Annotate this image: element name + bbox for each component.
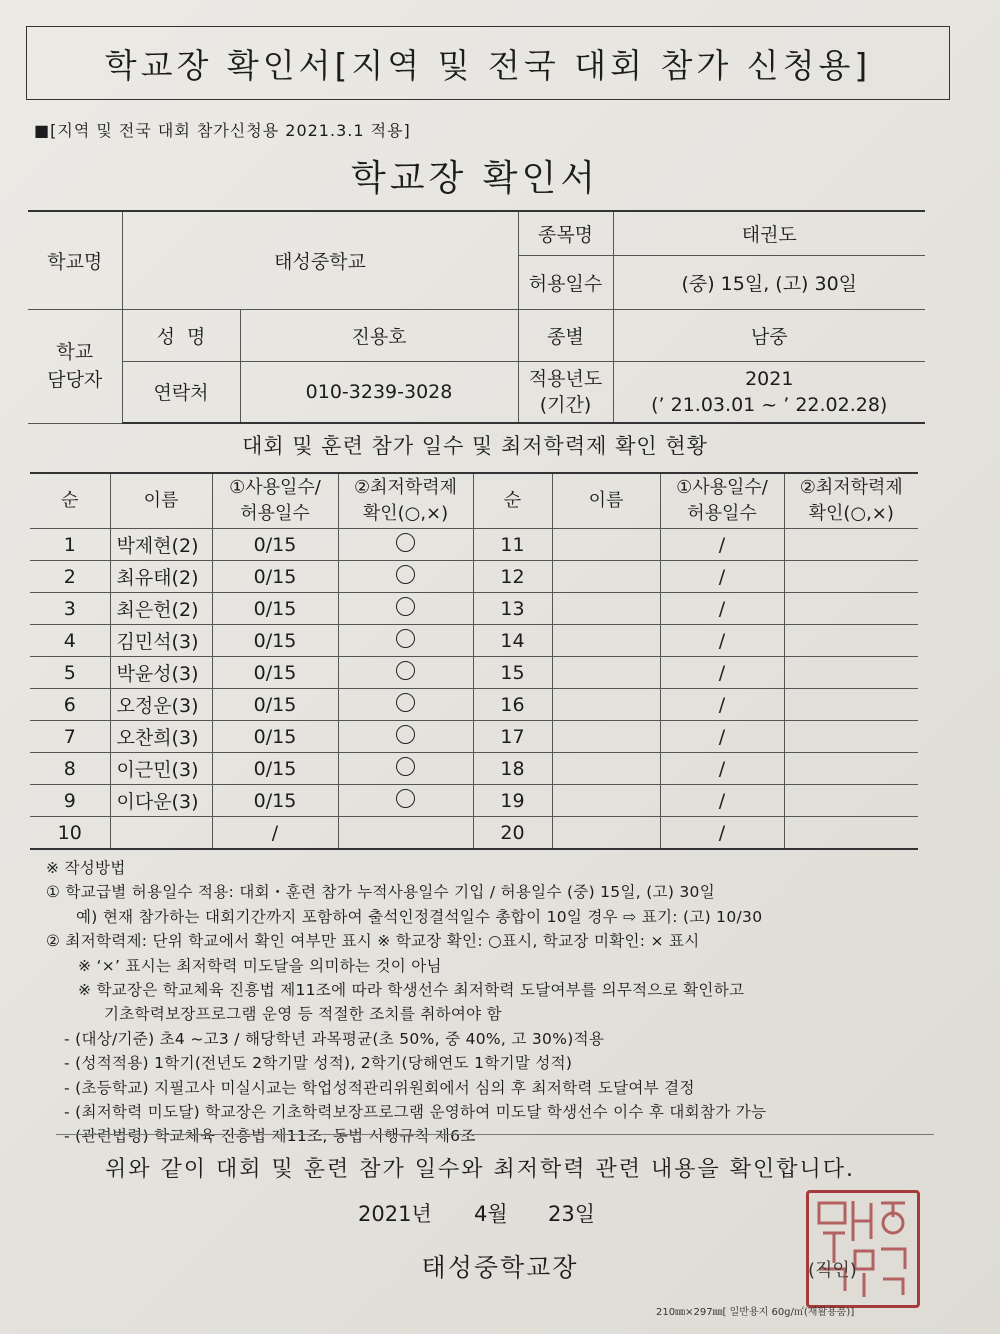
roster-check-cell	[784, 657, 918, 689]
detail-2: - (성적적용) 1학기(전년도 2학기말 성적), 2학기(당해연도 1학기말 성적)	[64, 1054, 573, 1073]
check-circle-icon	[396, 661, 415, 680]
roster-table	[30, 472, 918, 850]
check-circle-icon	[396, 725, 415, 744]
roster-days-cell: 0/15	[212, 561, 338, 593]
roster-no-cell: 4	[30, 625, 110, 657]
header-used-days-2: 허용일수	[687, 503, 757, 524]
roster-check-cell	[784, 689, 918, 721]
roster-name-cell	[552, 657, 660, 689]
header-check-1: ②최저학력제	[799, 477, 903, 498]
roster-no-cell: 19	[473, 785, 552, 817]
table-row	[30, 689, 918, 721]
roster-days-cell: 0/15	[212, 625, 338, 657]
official-seal-icon	[806, 1190, 920, 1308]
roster-no-cell: 1	[30, 529, 110, 561]
note-1-example: 예) 현재 참가하는 대회기간까지 포함하여 출석인정결석일수 총합이 10일 경우 ⇨ 표기: (고) 10/30	[76, 907, 763, 926]
table-row	[30, 593, 918, 625]
header-name: 이름	[552, 473, 660, 529]
roster-check-cell	[784, 593, 918, 625]
roster-days-cell: /	[660, 593, 784, 625]
form-subnote: ■[지역 및 전국 대회 참가신청용 2021.3.1 적용]	[34, 121, 411, 140]
roster-days-cell: /	[212, 817, 338, 850]
roster-no-cell: 13	[473, 593, 552, 625]
note-2-b-cont: 기초학력보장프로그램 운영 등 적절한 조치를 취하여야 함	[104, 1005, 502, 1024]
roster-days-cell: /	[660, 721, 784, 753]
manager-label: 학교 담당자	[28, 309, 122, 423]
school-info-table	[28, 210, 925, 424]
roster-days-cell: /	[660, 753, 784, 785]
detail-1: - (대상/기준) 초4 ~고3 / 해당학년 과목평균(초 50%, 중 40%, 고 30%)적용	[64, 1029, 605, 1048]
paper-spec: 210㎜×297㎜[ 일반용지 60g/㎡(재활용품)]	[656, 1307, 855, 1318]
table-row	[30, 721, 918, 753]
header-check-2: 확인(○,×)	[808, 503, 894, 524]
roster-body	[30, 529, 918, 850]
roster-name-cell	[110, 817, 212, 850]
header-check	[338, 473, 473, 529]
roster-name-cell: 이다운(3)	[110, 785, 212, 817]
header-used-days-1: ①사용일수/	[229, 477, 321, 498]
check-circle-icon	[396, 789, 415, 808]
table-row	[30, 529, 918, 561]
roster-no-cell: 14	[473, 625, 552, 657]
seal-label: (직인)	[808, 1260, 857, 1281]
name-value: 진용호	[240, 309, 518, 361]
roster-days-cell: 0/15	[212, 529, 338, 561]
header-no: 순	[30, 473, 110, 529]
roster-name-cell: 박윤성(3)	[110, 657, 212, 689]
table-row	[30, 817, 918, 850]
header-name: 이름	[110, 473, 212, 529]
check-circle-icon	[396, 597, 415, 616]
roster-check-cell	[338, 753, 473, 785]
name-label: 성 명	[122, 309, 240, 361]
roster-name-cell: 김민석(3)	[110, 625, 212, 657]
year-value-cell	[613, 361, 925, 423]
category-value: 남중	[613, 309, 925, 361]
roster-days-cell: 0/15	[212, 721, 338, 753]
roster-check-cell	[784, 625, 918, 657]
divider	[56, 1134, 934, 1135]
header-check-2: 확인(○,×)	[362, 503, 449, 524]
year-value: 2021	[745, 367, 794, 390]
table-row	[30, 753, 918, 785]
table-row	[30, 625, 918, 657]
roster-no-cell: 6	[30, 689, 110, 721]
roster-name-cell	[552, 625, 660, 657]
roster-check-cell	[784, 817, 918, 850]
roster-check-cell	[784, 721, 918, 753]
roster-days-cell: /	[660, 689, 784, 721]
roster-no-cell: 7	[30, 721, 110, 753]
contact-label: 연락처	[122, 361, 240, 423]
roster-check-cell	[338, 785, 473, 817]
period-value: (’ 21.03.01 ~ ’ 22.02.28)	[651, 393, 888, 416]
year-label	[518, 361, 613, 423]
date-year: 2021년	[358, 1202, 432, 1226]
roster-name-cell	[552, 753, 660, 785]
roster-no-cell: 2	[30, 561, 110, 593]
roster-no-cell: 17	[473, 721, 552, 753]
roster-check-cell	[784, 561, 918, 593]
year-label-line2: (기간)	[539, 393, 592, 416]
roster-check-cell	[338, 721, 473, 753]
date-month: 4월	[474, 1202, 508, 1226]
roster-check-cell	[338, 817, 473, 850]
roster-days-cell: /	[660, 561, 784, 593]
roster-days-cell: /	[660, 625, 784, 657]
detail-5: - (관련법령) 학교체육 진흥법 제11조, 동법 시행규칙 제6조	[64, 1127, 476, 1146]
check-circle-icon	[396, 629, 415, 648]
year-label-line1: 적용년도	[528, 367, 603, 390]
roster-name-cell: 오정운(3)	[110, 689, 212, 721]
roster-days-cell: /	[660, 817, 784, 850]
seal-pattern	[809, 1193, 917, 1305]
roster-no-cell: 16	[473, 689, 552, 721]
roster-check-cell	[784, 529, 918, 561]
event-value: 태권도	[613, 211, 925, 255]
roster-check-cell	[784, 785, 918, 817]
roster-no-cell: 5	[30, 657, 110, 689]
table-row	[30, 785, 918, 817]
roster-check-cell	[338, 529, 473, 561]
header-check-1: ②최저학력제	[353, 477, 458, 498]
notes-heading: ※ 작성방법	[46, 859, 126, 877]
roster-no-cell: 8	[30, 753, 110, 785]
roster-days-cell: 0/15	[212, 593, 338, 625]
allowed-days-label: 허용일수	[518, 255, 613, 309]
principal-title: 태성중학교장	[421, 1253, 579, 1282]
detail-3: - (초등학교) 지필고사 미실시교는 학업성적관리위원회에서 심의 후 최저학력 도달여부 결정	[64, 1078, 695, 1097]
note-2-b: ※ 학교장은 학교체육 진흥법 제11조에 따라 학생선수 최저학력 도달여부를 의무적으로 확인하고	[78, 981, 745, 1000]
document-title: 학교장 확인서	[350, 158, 600, 199]
form-title: 학교장 확인서[지역 및 전국 대회 참가 신청용]	[104, 45, 872, 85]
confirmation-statement: 위와 같이 대회 및 훈련 참가 일수와 최저학력 관련 내용을 확인합니다.	[105, 1157, 855, 1182]
roster-check-cell	[338, 625, 473, 657]
school-value: 태성중학교	[122, 211, 518, 309]
check-circle-icon	[396, 565, 415, 584]
table-row	[30, 561, 918, 593]
roster-days-cell: 0/15	[212, 753, 338, 785]
section-title: 대회 및 훈련 참가 일수 및 최저학력제 확인 현황	[242, 434, 708, 458]
header-used-days	[660, 473, 784, 529]
roster-name-cell	[552, 689, 660, 721]
roster-name-cell	[552, 561, 660, 593]
date-day: 23일	[548, 1202, 596, 1226]
roster-no-cell: 10	[30, 817, 110, 850]
roster-check-cell	[338, 593, 473, 625]
roster-no-cell: 12	[473, 561, 552, 593]
roster-name-cell	[552, 593, 660, 625]
contact-value: 010-3239-3028	[240, 361, 518, 423]
roster-days-cell: /	[660, 785, 784, 817]
roster-no-cell: 9	[30, 785, 110, 817]
roster-name-cell: 이근민(3)	[110, 753, 212, 785]
roster-check-cell	[338, 689, 473, 721]
roster-name-cell	[552, 529, 660, 561]
roster-days-cell: 0/15	[212, 657, 338, 689]
roster-name-cell	[552, 721, 660, 753]
header-used-days-2: 허용일수	[240, 503, 310, 524]
school-label: 학교명	[28, 211, 122, 309]
roster-name-cell: 오찬희(3)	[110, 721, 212, 753]
roster-name-cell: 최은헌(2)	[110, 593, 212, 625]
table-row	[30, 657, 918, 689]
roster-days-cell: /	[660, 529, 784, 561]
header-used-days-1: ①사용일수/	[676, 477, 768, 498]
roster-no-cell: 18	[473, 753, 552, 785]
roster-name-cell	[552, 785, 660, 817]
detail-4: - (최저학력 미도달) 학교장은 기초학력보장프로그램 운영하여 미도달 학생선수 이수 후 대회참가 가능	[64, 1103, 767, 1122]
roster-days-cell: 0/15	[212, 689, 338, 721]
category-label: 종별	[518, 309, 613, 361]
check-circle-icon	[396, 693, 415, 712]
check-circle-icon	[396, 533, 415, 552]
header-used-days	[212, 473, 338, 529]
roster-days-cell: 0/15	[212, 785, 338, 817]
instructions	[46, 856, 926, 1149]
check-circle-icon	[396, 757, 415, 776]
form-title-box	[26, 26, 950, 100]
note-2-a: ※ ‘×’ 표시는 최저학력 미도달을 의미하는 것이 아님	[78, 956, 442, 975]
roster-name-cell	[552, 817, 660, 850]
allowed-days-value: (중) 15일, (고) 30일	[613, 255, 925, 309]
roster-name-cell: 최유태(2)	[110, 561, 212, 593]
note-1: ① 학교급별 허용일수 적용: 대회・훈련 참가 누적사용일수 기입 / 허용일수 (중) 15일, (고) 30일	[46, 883, 715, 902]
roster-check-cell	[784, 753, 918, 785]
header-check	[784, 473, 918, 529]
note-2: ② 최저학력제: 단위 학교에서 확인 여부만 표시 ※ 학교장 확인: ○표시, 학교장 미확인: × 표시	[46, 932, 700, 951]
roster-no-cell: 15	[473, 657, 552, 689]
roster-no-cell: 3	[30, 593, 110, 625]
roster-days-cell: /	[660, 657, 784, 689]
roster-check-cell	[338, 561, 473, 593]
roster-no-cell: 20	[473, 817, 552, 850]
roster-no-cell: 11	[473, 529, 552, 561]
header-no: 순	[473, 473, 552, 529]
event-label: 종목명	[518, 211, 613, 255]
roster-check-cell	[338, 657, 473, 689]
roster-name-cell: 박제현(2)	[110, 529, 212, 561]
